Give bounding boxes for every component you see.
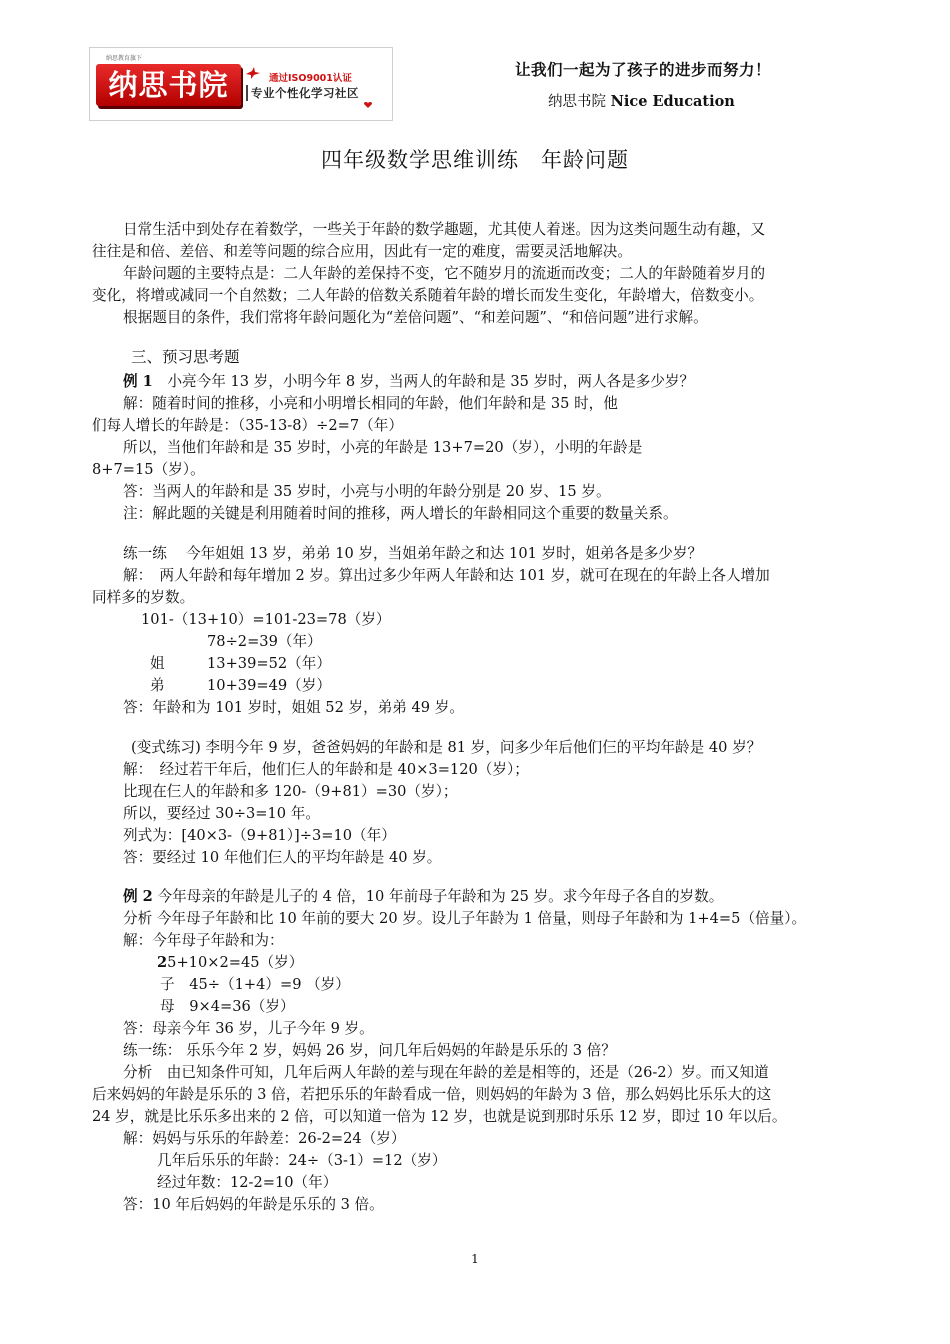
variant-answer: 答：要经过 10 年他们仨人的平均年龄是 40 岁。 — [123, 849, 442, 866]
brand-line — [548, 90, 735, 111]
practice2-solution-line3: 经过年数：12-2=10（年） — [157, 1174, 338, 1191]
section-heading: 三、预习思考题 — [131, 348, 240, 366]
practice1-question: 练一练 今年姐姐 13 岁，弟弟 10 岁，当姐弟年龄之和达 101 岁时，姐弟各是多少岁？ — [123, 545, 703, 562]
slogan: 让我们一起为了孩子的进步而努力！ — [515, 61, 772, 79]
page-title: 四年级数学思维训练 年龄问题 — [321, 148, 629, 172]
variant-question: (变式练习) 李明今年 9 岁，爸爸妈妈的年龄和是 81 岁，问多少年后他们仨的平均年龄是 40 岁？ — [131, 739, 762, 756]
practice1-brother-label: 弟 — [150, 677, 165, 694]
intro-p3: 根据题目的条件，我们常将年龄问题化为“差倍问题”、“和差问题”、“和倍问题”进行求解。 — [123, 309, 708, 326]
practice2-solution-line1: 解：妈妈与乐乐的年龄差：26-2=24（岁） — [123, 1130, 406, 1147]
ex2-solution-line1: 解：今年母子年龄和为： — [123, 932, 284, 949]
practice1-solution-line2: 同样多的岁数。 — [92, 589, 195, 606]
brand-cn: 纳思书院 — [548, 94, 606, 110]
variant-solution-line1: 解： 经过若干年后，他们仨人的年龄和是 40×3=120（岁）； — [123, 761, 529, 778]
variant-solution-line2: 比现在仨人的年龄和多 120-（9+81）=30（岁）； — [123, 783, 458, 800]
ex1-solution-line4: 8+7=15（岁）。 — [92, 461, 205, 478]
ex2-calc1-rest: 5+10×2=45（岁） — [167, 954, 304, 971]
intro-p2-line1: 年龄问题的主要特点是：二人年龄的差保持不变，它不随岁月的流逝而改变；二人的年龄随着岁月的 — [123, 265, 766, 282]
practice2-solution-line2: 几年后乐乐的年龄：24÷（3-1）=12（岁） — [157, 1152, 447, 1169]
practice2-answer: 答：10 年后妈妈的年龄是乐乐的 3 倍。 — [123, 1196, 384, 1213]
intro-p2-line2: 变化，将增或减同一个自然数；二人年龄的倍数关系随着年龄的增长而发生变化，年龄增大，倍数变小。 — [92, 287, 764, 304]
practice1-solution-line1: 解： 两人年龄和每年增加 2 岁。算出过多少年两人年龄和达 101 岁，就可在现在的年龄上各人增加 — [123, 567, 770, 584]
ex1-question-text: 小亮今年 13 岁，小明今年 8 岁，当两人的年龄和是 35 岁时，两人各是多少岁？ — [152, 373, 695, 390]
intro-p1-line1: 日常生活中到处存在着数学，一些关于年龄的数学趣题，尤其使人着迷。因为这类问题生动有趣，又 — [123, 221, 766, 238]
ex1-question — [123, 371, 694, 393]
logo-brand-name: 纳思书院 — [96, 64, 241, 106]
practice2-question: 练一练： 乐乐今年 2 岁，妈妈 26 岁，问几年后妈妈的年龄是乐乐的 3 倍？ — [123, 1042, 616, 1059]
ex2-mother-calc: 母 9×4=36（岁） — [160, 998, 295, 1015]
variant-solution-line4: 列式为：[40×3-（9+81）]÷3=10（年） — [123, 827, 396, 844]
practice2-analysis-line3: 24 岁，就是比乐乐多出来的 2 倍，可以知道一倍为 12 岁，也就是说到那时乐乐 12 岁，即过 10 年以后。 — [92, 1108, 787, 1125]
ex2-calc1-bold: 2 — [157, 954, 168, 971]
ex1-note: 注：解此题的关键是利用随着时间的推移，两人增长的年龄相同这个重要的数量关系。 — [123, 505, 678, 522]
logo-small-text: 纳思教育旗下 — [106, 55, 143, 62]
ex2-analysis: 分析 今年母子年龄和比 10 年前的要大 20 岁。设儿子年龄为 1 倍量，则母子年龄和为 1+4=5（倍量）。 — [123, 910, 807, 927]
ex2-answer: 答：母亲今年 36 岁，儿子今年 9 岁。 — [123, 1020, 374, 1037]
ex1-solution-line1: 解：随着时间的推移，小亮和小明增长相同的年龄，他们年龄和是 35 时，他 — [123, 395, 618, 412]
ex1-label: 例 1 — [123, 373, 153, 390]
practice1-answer: 答：年龄和为 101 岁时，姐姐 52 岁，弟弟 49 岁。 — [123, 699, 464, 716]
heart-icon — [364, 102, 372, 108]
logo-iso-text: 通过ISO9001认证 — [269, 73, 352, 84]
ex1-solution-line3: 所以，当他们年龄和是 35 岁时，小亮的年龄是 13+7=20（岁），小明的年龄是 — [123, 439, 643, 456]
bird-icon — [245, 66, 261, 80]
ex2-calc1 — [157, 952, 303, 974]
practice1-calc2: 78÷2=39（年） — [207, 633, 322, 650]
ex1-answer: 答：当两人的年龄和是 35 岁时，小亮与小明的年龄分别是 20 岁、15 岁。 — [123, 483, 611, 500]
brand-en: Nice Education — [610, 93, 735, 110]
practice1-calc1: 101-（13+10）=101-23=78（岁） — [141, 611, 391, 628]
practice2-analysis-line1: 分析 由已知条件可知，几年后两人年龄的差与现在年龄的差是相等的，还是（26-2）岁。而又知道 — [123, 1064, 769, 1081]
practice1-brother-calc: 10+39=49（岁） — [207, 677, 331, 694]
intro-p1-line2: 往往是和倍、差倍、和差等问题的综合应用，因此有一定的难度，需要灵活地解决。 — [92, 243, 632, 260]
ex1-solution-line2: 们每人增长的年龄是：（35-13-8）÷2=7（年） — [92, 417, 403, 434]
practice1-sister-calc: 13+39=52（年） — [207, 655, 331, 672]
page-number: 1 — [471, 1252, 479, 1266]
variant-solution-line3: 所以，要经过 30÷3=10 年。 — [123, 805, 320, 822]
logo-tagline: 专业个性化学习社区 — [246, 85, 359, 101]
ex2-question-text: 今年母亲的年龄是儿子的 4 倍，10 年前母子年龄和为 25 岁。求今年母子各自的岁数。 — [152, 888, 724, 905]
ex2-label: 例 2 — [123, 888, 153, 905]
ex2-question — [123, 886, 723, 908]
practice1-sister-label: 姐 — [150, 655, 165, 672]
ex2-son-calc: 子 45÷（1+4）=9 （岁） — [160, 976, 350, 993]
practice2-analysis-line2: 后来妈妈的年龄是乐乐的 3 倍，若把乐乐的年龄看成一倍，则妈妈的年龄为 3 倍，那么妈妈比乐乐大的这 — [92, 1086, 772, 1103]
